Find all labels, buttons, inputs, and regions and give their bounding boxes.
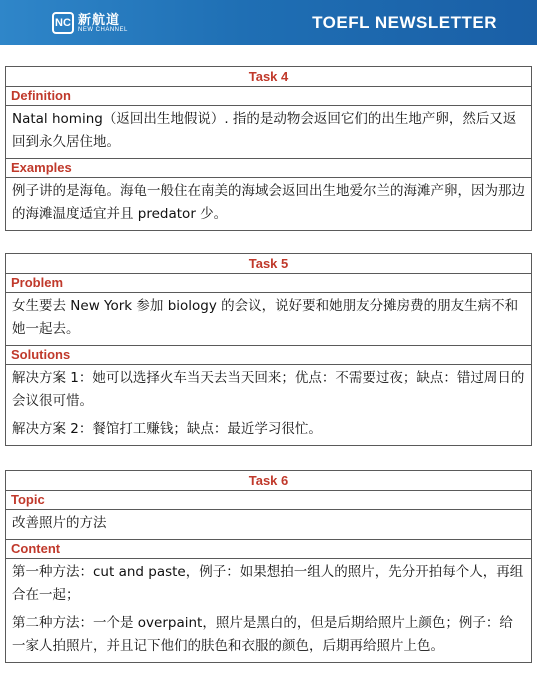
logo xyxy=(52,9,128,37)
newsletter-title: TOEFL NEWSLETTER xyxy=(312,13,497,32)
logo-english-name: NEW CHANNEL xyxy=(78,26,128,33)
paragraph: 解决方案 2：餐馆打工赚钱；缺点：最近学习很忙。 xyxy=(12,421,322,437)
section-label-solutions: Solutions xyxy=(6,346,531,365)
section-label-problem: Problem xyxy=(6,274,531,293)
task-title: Task 6 xyxy=(6,471,531,491)
task-5-box xyxy=(5,253,532,446)
logo-chinese-name: 新航道 xyxy=(78,12,121,28)
logo-mark-icon: NC xyxy=(52,12,74,34)
section-label-examples: Examples xyxy=(6,159,531,178)
paragraph: Natal homing（返回出生地假说）. 指的是动物会返回它们的出生地产卵，然后又返回到永久居住地。 xyxy=(12,111,517,150)
paragraph: 第一种方法：cut and paste，例子：如果想拍一组人的照片，先分开拍每个人，再组合在一起； xyxy=(12,564,524,603)
section-body-problem xyxy=(6,293,531,346)
paragraph: 例子讲的是海龟。海龟一般住在南美的海域会返回出生地爱尔兰的海滩产卵，因为那边的海滩温度适宜并且 predator 少。 xyxy=(12,183,525,222)
header-banner xyxy=(0,0,537,45)
section-body-content xyxy=(6,559,531,662)
paragraph: 第二种方法：一个是 overpaint，照片是黑白的，但是后期给照片上颜色；例子：给一家人拍照片，并且记下他们的肤色和衣服的颜色，后期再给照片上色。 xyxy=(12,615,513,654)
paragraph: 解决方案 1：她可以选择火车当天去当天回来；优点：不需要过夜；缺点：错过周日的会议很可惜。 xyxy=(12,370,525,409)
paragraph: 改善照片的方法 xyxy=(12,515,107,531)
section-label-content: Content xyxy=(6,540,531,559)
section-label-definition: Definition xyxy=(6,87,531,106)
paragraph: 女生要去 New York 参加 biology 的会议，说好要和她朋友分摊房费的朋友生病不和她一起去。 xyxy=(12,298,519,337)
task-title: Task 4 xyxy=(6,67,531,87)
section-body-definition xyxy=(6,106,531,159)
section-body-topic xyxy=(6,510,531,540)
section-body-solutions xyxy=(6,365,531,445)
section-body-examples xyxy=(6,178,531,230)
section-label-topic: Topic xyxy=(6,491,531,510)
task-title: Task 5 xyxy=(6,254,531,274)
logo-text xyxy=(78,14,128,33)
task-6-box xyxy=(5,470,532,663)
task-4-box xyxy=(5,66,532,231)
